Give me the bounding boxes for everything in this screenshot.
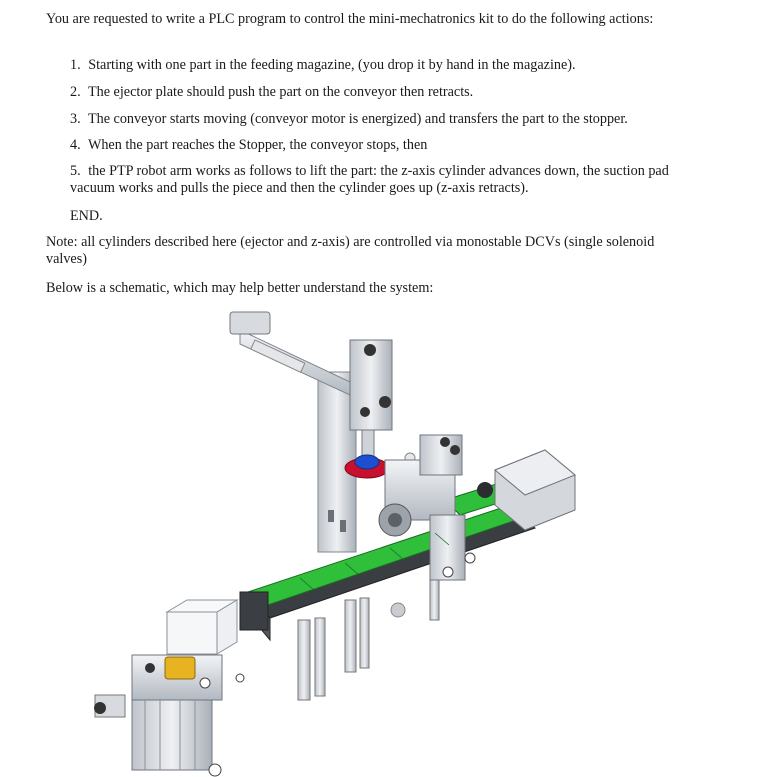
- workpiece: [165, 657, 195, 679]
- bolt-icon: [200, 678, 210, 688]
- end-label: END.: [70, 208, 103, 224]
- adjust-knob: [391, 603, 405, 617]
- step-4: [70, 137, 427, 154]
- arm-end-block: [230, 312, 270, 334]
- step-1: [70, 57, 576, 74]
- magazine-mount: [240, 592, 268, 630]
- fitting-icon: [145, 663, 155, 673]
- bolt-icon: [465, 553, 475, 563]
- motor-shaft: [388, 513, 402, 527]
- mechatronics-kit-schematic: [0, 300, 765, 777]
- step-1-text: Starting with one part in the feeding magazine, (you drop it by hand in the magazine).: [88, 57, 576, 73]
- column-slot: [340, 520, 346, 532]
- fitting-icon: [440, 437, 450, 447]
- step-5: [70, 163, 700, 197]
- step-3: [70, 111, 628, 128]
- arm-rod: [251, 340, 305, 372]
- schematic-caption: Below is a schematic, which may help better understand the system:: [46, 280, 434, 296]
- step-5-text: the PTP robot arm works as follows to lift the part: the z-axis cylinder advances down, the suction pad vacuum works and pulls the piece and then the cylinder goes up (z-axis retracts).: [70, 163, 669, 196]
- step-1-number: 1.: [70, 57, 81, 73]
- fitting-icon: [450, 445, 460, 455]
- step-2: [70, 84, 473, 101]
- bolt-icon: [209, 764, 221, 776]
- fitting-icon: [360, 407, 370, 417]
- ejector-cylinder: [132, 700, 212, 770]
- step-2-number: 2.: [70, 84, 81, 100]
- conveyor-roller: [477, 482, 493, 498]
- intro-paragraph: You are requested to write a PLC program to control the mini-mechatronics kit to do the following actions:: [46, 11, 654, 27]
- bolt-icon: [236, 674, 244, 682]
- bolt-icon: [443, 567, 453, 577]
- step-4-text: When the part reaches the Stopper, the conveyor stops, then: [87, 137, 428, 153]
- step-3-number: 3.: [70, 111, 81, 127]
- suction-pad-center: [355, 455, 379, 469]
- step-3-text: The conveyor starts moving (conveyor motor is energized) and transfers the part to the stopper.: [87, 111, 628, 127]
- fitting-icon: [364, 344, 376, 356]
- note-paragraph: Note: all cylinders described here (ejector and z-axis) are controlled via monostable DCVs (single solenoid valves): [46, 234, 655, 267]
- step-2-text: The ejector plate should push the part on the conveyor then retracts.: [87, 84, 474, 100]
- step-4-number: 4.: [70, 137, 81, 153]
- step-5-number: 5.: [70, 163, 81, 179]
- fitting-icon: [94, 702, 106, 714]
- column-slot: [328, 510, 334, 522]
- feeding-magazine: [167, 600, 237, 654]
- fitting-icon: [379, 396, 391, 408]
